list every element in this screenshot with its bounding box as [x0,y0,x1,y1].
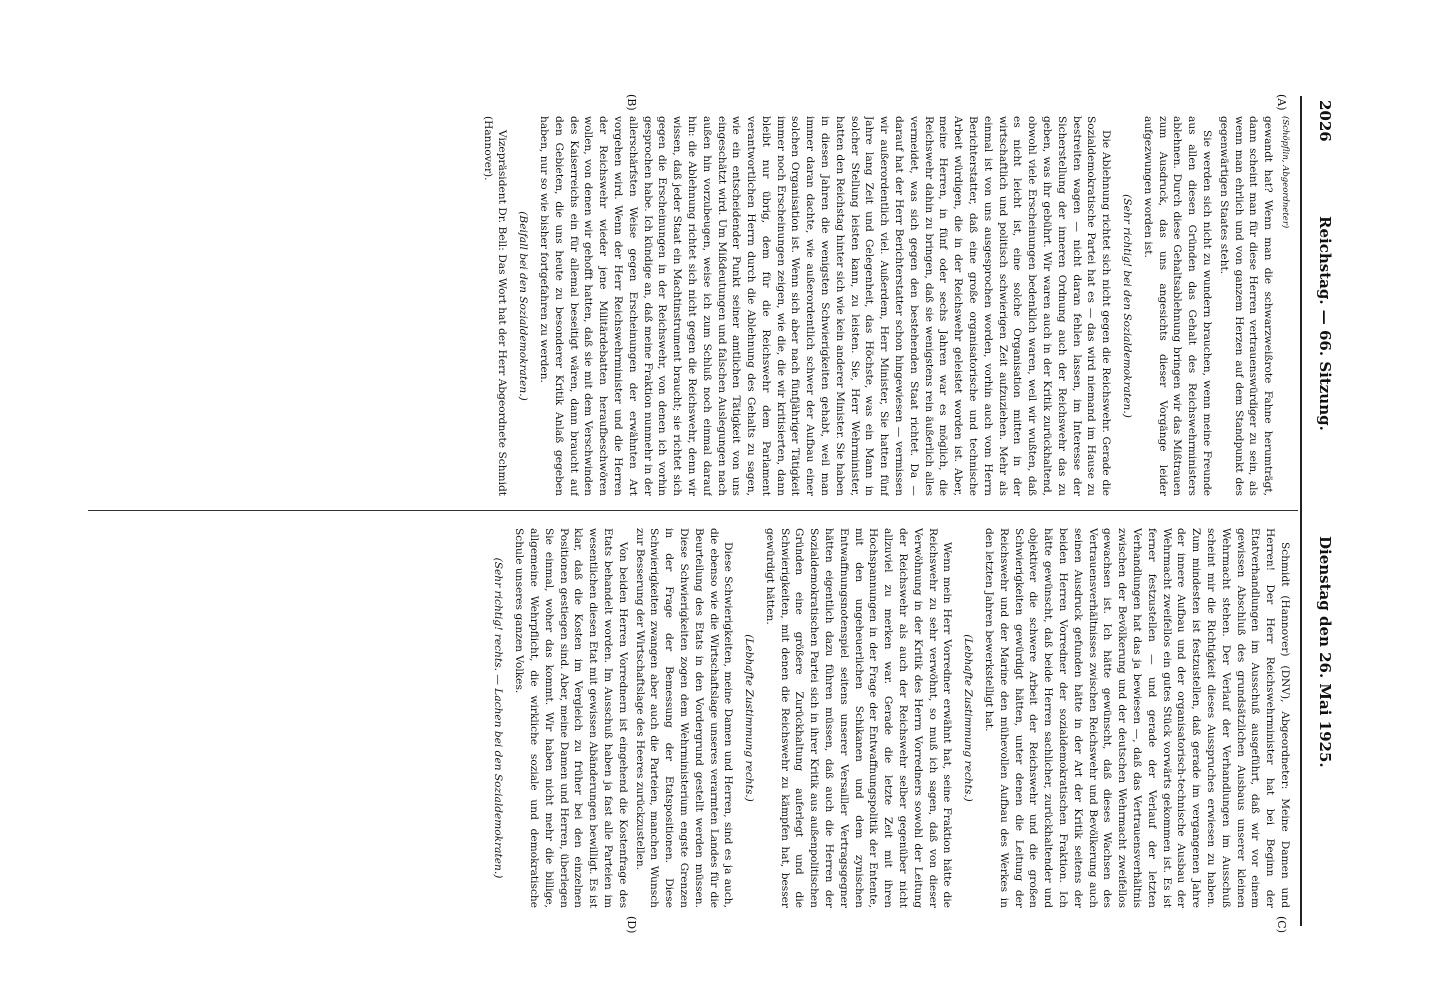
session-title: Reichstag. — 66. Sitzung. [1316,216,1334,431]
document-page [58,94,1338,934]
margin-marker-b: (B) [625,94,638,111]
session-date: Dienstag den 26. Mai 1925. [1316,536,1334,768]
margin-marker-d: (D) [625,916,638,934]
interjection: (Lebhafte Zustimmung rechts.) [962,634,975,802]
interjection: (Beifall bei den Sozialdemokraten.) [517,211,530,401]
interjection: (Sehr richtig! rechts. — Lachen bei den Sozialdemokraten.) [492,557,505,879]
speaker-label: (Schöpflin, Abgeordneter) [1280,116,1290,229]
interjection: (Lebhafte Zustimmung rechts.) [743,634,756,802]
digitization-credit [1400,0,1430,1000]
page-header [1300,96,1338,926]
page-number: 2026 [1316,100,1334,142]
paragraph: Wenn mein Herr Vorredner erwähnt hat, seine Fraktion hätte die Reichswehr zu sehr verwöhnt, so muß ich sagen, daß von dieser Verwöhnung in der Kritik des Herrn Vorredners sowohl der Leitung der Reichswehr als auch der Reichswehr selber gegenüber nicht allzuviel zu merken war. Gerade die letzte Zeit mit ihren Hochspannungen in der Frage der Entwaffnungspolitik der Entente, mit den ungeheuerlichen Schikanen und dem zynischen Entwaffnungsnotenspiel seitens unserer Versailler Vertragsgegner hätten eigentlich dazu führen müssen, daß auch die Herren der Sozialdemokratischen Partei sich in ihrer Kritik aus außenpolitischen Gründen eine größere Zurückhaltung auferlegt und die Schwierigkeiten, mit denen die Reichswehr zu kämpfen hat, besser gewürdigt hätten. [763,528,954,908]
paragraph: Die Ablehnung richtet sich nicht gegen die Reichswehr. Gerade die Sozialdemokratische Partei hat es — das wird niemand im Hause zu bestreiten wagen — nicht daran fehlen lassen, im Interesse der Sicherstellung der inneren Ordnung auch der Reichswehr das zu geben, was ihr gebührt. Wir waren auch in der Kritik zurückhaltend, obwohl viele Erscheinungen bedenklich waren, weil wir wußten, daß es nicht leicht ist, eine solche Organisation mitten in der wirtschaftlich und politisch schwierigen Zeit aufzuziehen. Mehr als einmal ist von uns ausgesprochen worden, vorhin auch vom Herrn Berichterstatter, daß eine große organisatorische und technische Arbeit würdigen, die in der Reichswehr geleistet worden ist. Aber, meine Herren, in fünf oder sechs Jahren war es möglich, die Reichswehr dahin zu bringen, daß sie wenigstens rein äußerlich alles vermeidet, was sich gegen den bestehenden Staat richtet. Da — darauf hat der Herr Berichterstatter schon hingewiesen — vermissen wir außerordentlich viel. Außerdem, Herr Minister, Sie hatten fünf Jahre lang Zeit und Gelegenheit, das Höchste, was ein Mann in solcher Stellung leisten kann, zu leisten. Sie, Herr Wehrminister, hatten den Reichstag hinter sich wie kein anderer Minister. Sie haben in diesen Jahren die wenigsten Schwierigkeiten gehabt, weil man immer daran dachte, wie außerordentlich schwer der Aufbau einer solchen Organisation ist. Wenn sich aber nach fünfjähriger Tätigkeit immer noch Erscheinungen zeigen, wie die, die wir kritisierten, dann bleibt nur übrig, dem für die Reichswehr dem Parlament verantwortlichen Herrn durch die Ablehnung des Gehalts zu sagen, wie ein entscheidender Punkt seiner amtlichen Tätigkeit von uns eingeschätzt wird. Um Mißdeutungen und falschen Auslegungen nach außen hin vorzubeugen, weise ich zum Schluß noch einmal darauf hin: die Ablehnung richtet sich nicht gegen die Reichswehr, denn wir wissen, daß jeder Staat ein Machtinstrument braucht; sie richtet sich gegen die Erscheinungen in der Reichswehr, von denen ich vorhin gesprochen habe. Ich kündige an, daß meine Fraktion nunmehr in der allerschärfsten Weise gegen Erscheinungen der erwähnten Art vorgehen wird. Wenn der Herr Reichswehrminister und die Herren der Reichswehr wieder jene Militärdebatten heraufbeschwören wollen, von denen wir gehofft hatten, daß sie mit dem Verschwinden des Kaiserreichs ein für allemal beseitigt wären, dann braucht auf den Gebieten, die uns heute zu besonderer Kritik Anlaß gegeben haben, nur so wie bisher fortgefahren zu werden. [537,116,1113,496]
paragraph: Von beiden Herren Vorrednern ist eingehend die Kostenfrage des Etats behandelt worden. Im Ausschuß haben ja fast alle Parteien im wesentlichen diesen Etat mit gewissen Abänderungen bewilligt. Es ist klar, daß die Kosten im Vergleich zu früher bei den einzelnen Positionen gestiegen sind. Aber, meine Damen und Herren, überlegen Sie einmal, woher das kommt. Wir haben nicht mehr die billige, allgemeine Wehrpflicht, die wirkliche soziale und demokratische Schule unseres ganzen Volkes. [513,528,629,908]
paragraph: Sie werden sich nicht zu wundern brauchen, wenn meine Freunde aus allen diesen Gründen das Gehalt des Reichswehrministers ablehnen. Durch diese Gehaltsablehnung bringen wir das Mißtrauen zum Ausdruck, das uns angesichts dieser Vorgänge leider aufgezwungen worden ist. [1141,116,1214,496]
margin-marker-c: (C) [1275,916,1288,933]
interjection: (Sehr richtig! bei den Sozialdemokraten.) [1121,194,1134,418]
left-text-column [72,116,1292,496]
margin-marker-a: (A) [1275,94,1288,111]
paragraph: Diese Schwierigkeiten, meine Damen und Herren, sind es ja auch, die ebenso wie die Wirtschaftslage unseres verarmten Landes für die Beurteilung des Etats in den Vordergrund gestellt werden müssen. Diese Schwierigkeiten zogen dem Wehrministerium engste Grenzen in der Frage der Bemessung der Etatspositionen. Diese Schwierigkeiten zwangen aber auch die Parteien, manchen Wunsch zur Besserung der Wirtschaftslage des Heeres zurückzustellen. [633,528,735,908]
paragraph: Vizepräsident Dr. Bell: Das Wort hat der Herr Abgeordnete Schmidt (Hannover). [481,116,509,496]
right-text-column [72,528,1292,908]
paragraph: Schmidt (Hannover) (DNV), Abgeordneter: Meine Damen und Herren! Der Herr Reichswehrminister hat bei Beginn der Etatverhandlungen im Ausschuß ausgeführt, daß wir vor einem gewissen Abschluß des grundsätzlichen Ausbaus unserer kleinen Wehrmacht stehen. Der Verlauf der Verhandlungen im Ausschuß scheint mir die Richtigkeit dieses Ausspruches erwiesen zu haben. Zum mindesten ist festzustellen, daß gerade im vergangenen Jahre der innere Aufbau und der organisatorisch-technische Ausbau der Wehrmacht zweifellos ein gutes Stück vorwärts gekommen ist. Es ist ferner festzustellen — und gerade der Verlauf der letzten Verhandlungen hat das ja bewiesen —, daß das Vertrauensverhältnis zwischen der Bevölkerung und der deutschen Wehrmacht zweifellos gewachsen ist. Ich hätte gewünscht, daß dieses Wachsen des Vertrauensverhältnisses zwischen Reichswehr und Bevölkerung auch seinen Ausdruck gefunden hätte in der Art der Kritik seitens der beiden Herren Vorredner der sozialdemokratischen Fraktion. Ich hätte gewünscht, daß beide Herren sachlicher, zurückhaltender und objektiver die schwere Arbeit der Reichswehr und die großen Schwierigkeiten gewürdigt hätten, unter denen die Leitung der Reichswehr und der Marine den mühevollen Aufbau des Werkes in den letzten Jahren bewerkstelligt hat. [983,528,1291,908]
paragraph: gewandt hat? Wenn man die schwarzweißrote Fahne herumträgt, dann scheint man für diese Herren vertrauenswürdiger zu sein, als wenn man ehrlich und von ganzem Herzen auf dem Standpunkt des gegenwärtigen Staates steht. [1217,116,1275,496]
column-divider [88,510,1298,511]
